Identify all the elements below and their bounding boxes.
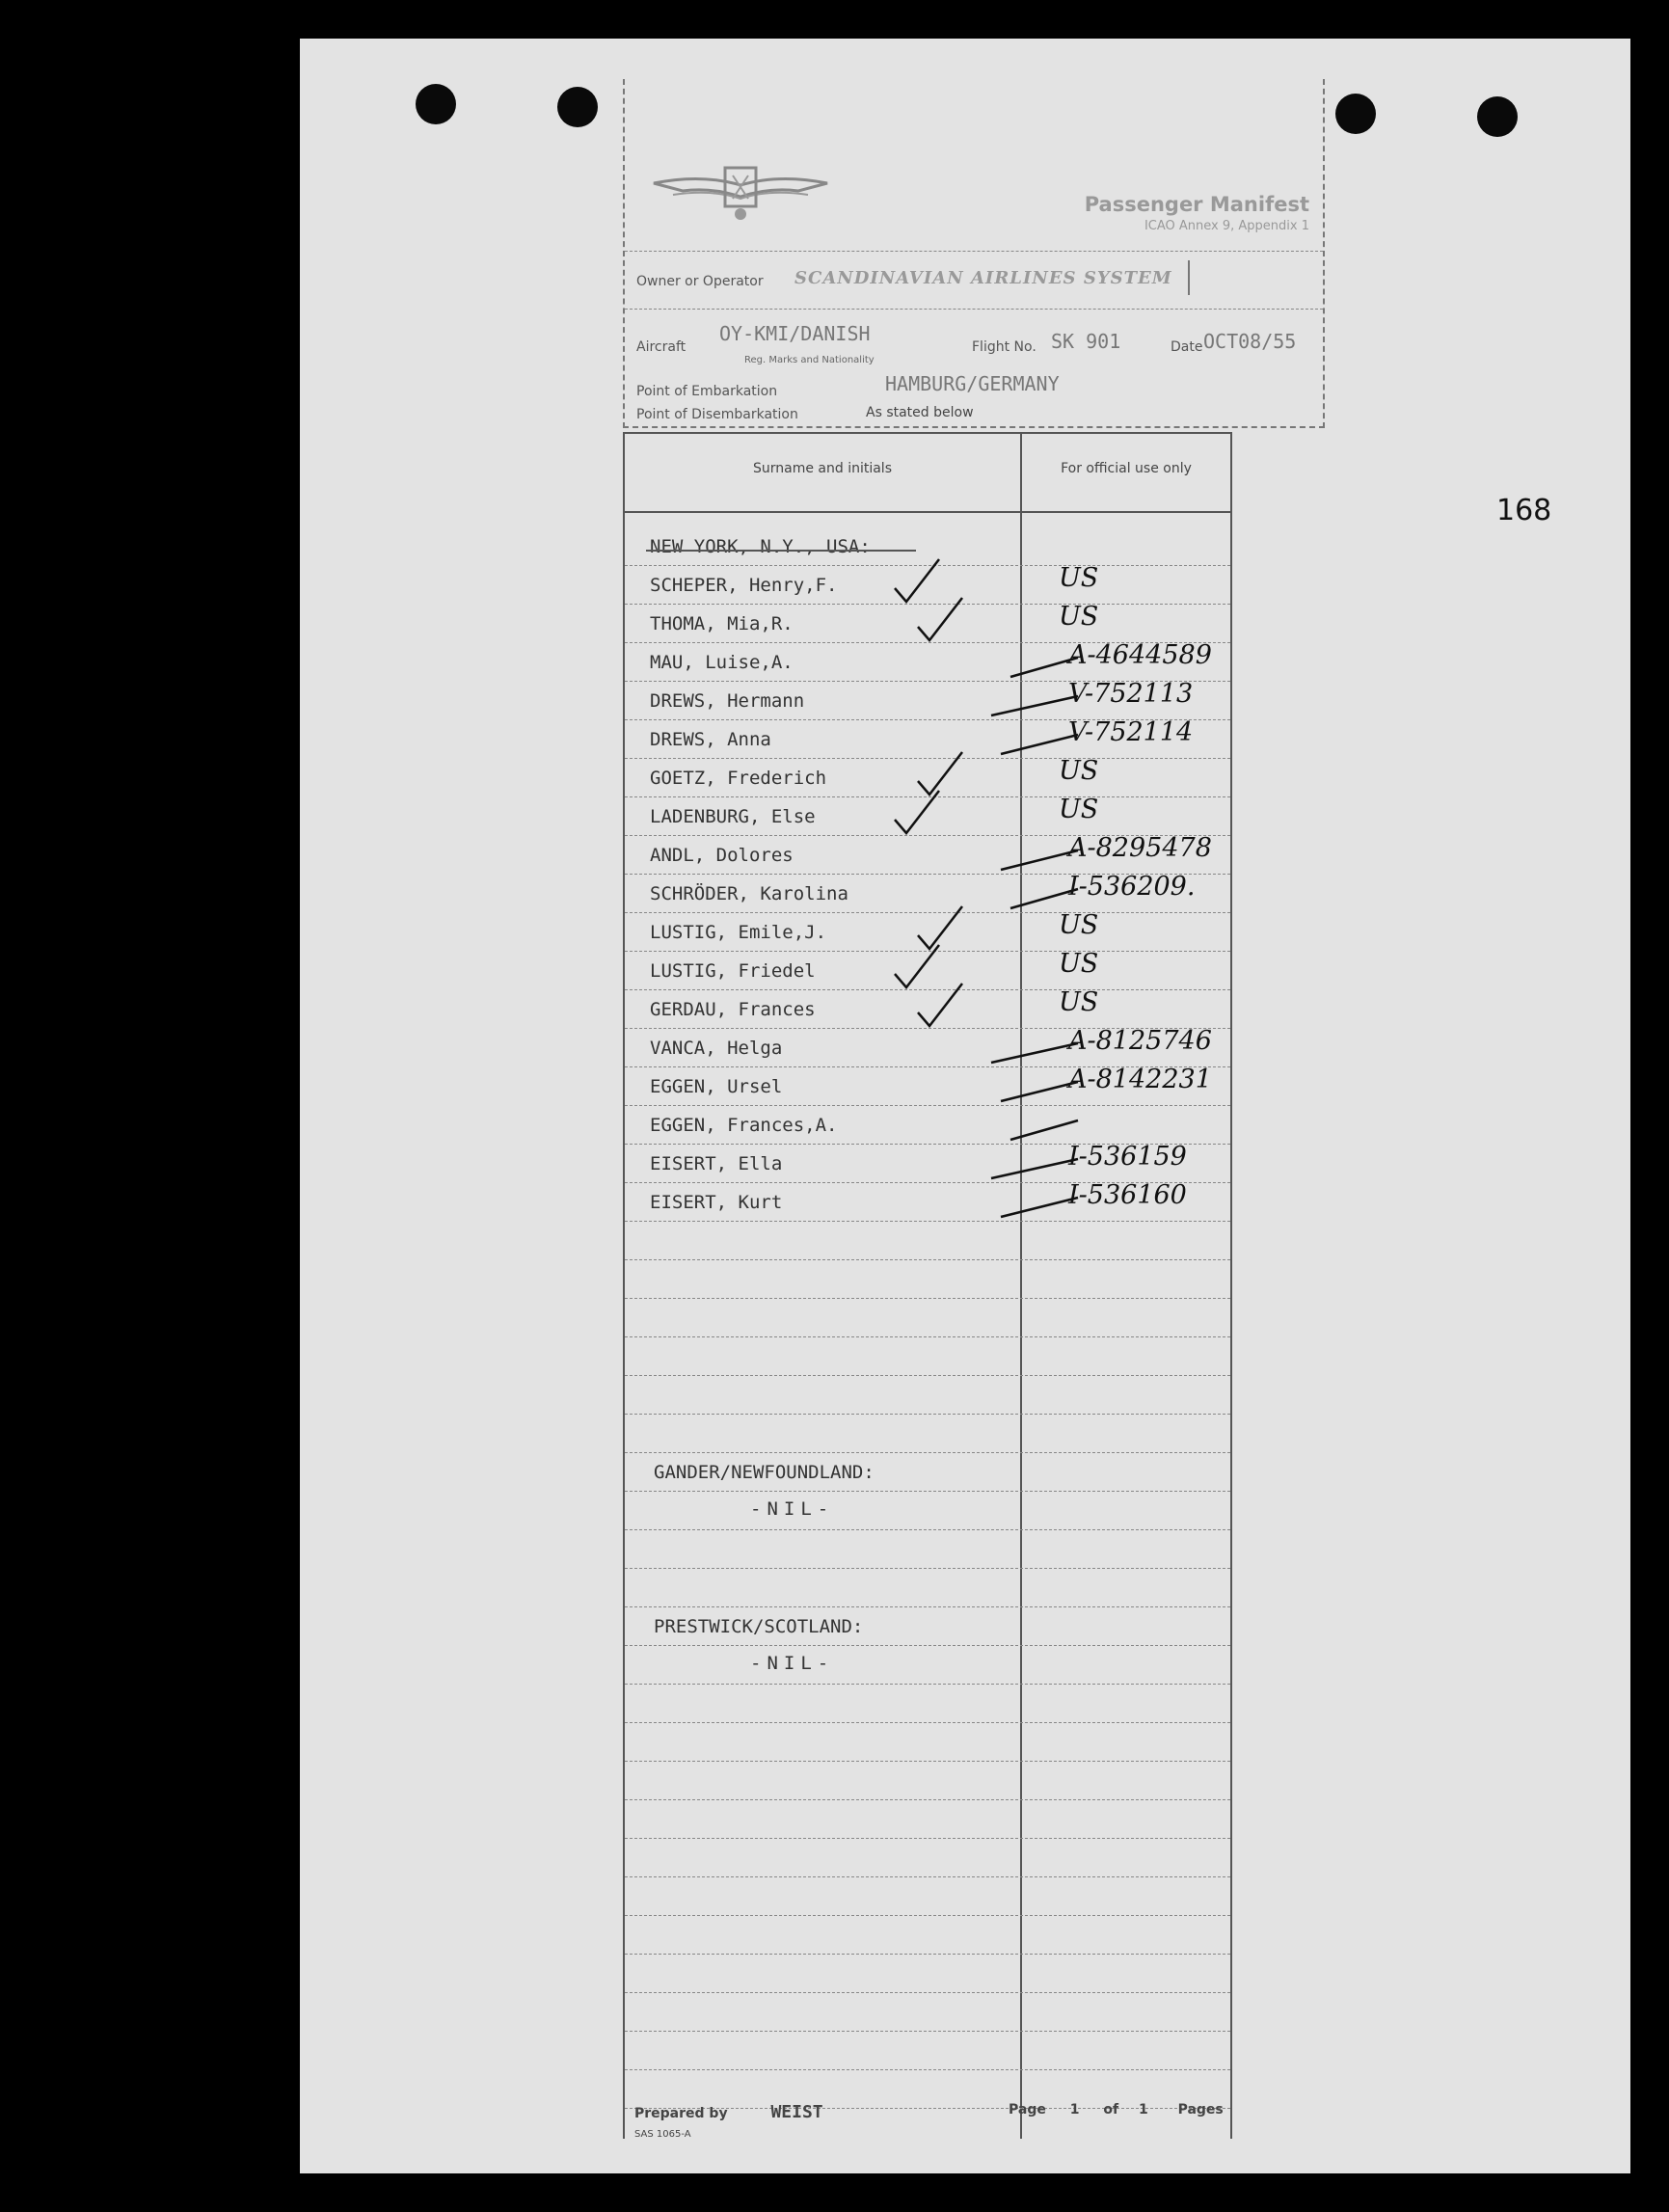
prepared-by-value: WEIST [770,2102,823,2122]
check-mark [895,791,939,833]
passenger-name: EISERT, Ella [650,1153,783,1174]
punch-hole [1335,94,1376,134]
passenger-table [623,432,1232,2139]
hand-stroke [991,696,1078,715]
section-prestwick-title: PRESTWICK/SCOTLAND: [654,1616,864,1637]
disembarkation-label: Point of Disembarkation [636,407,798,422]
date-label: Date [1171,339,1203,355]
punch-hole [1477,96,1518,137]
embarkation-label: Point of Embarkation [636,384,778,399]
page-count [1009,2102,1224,2118]
passenger-name: DREWS, Hermann [650,690,805,712]
hand-stroke [1001,1082,1078,1101]
hand-stroke [1010,1120,1078,1140]
divider [625,309,1323,310]
passenger-name: DREWS, Anna [650,729,771,750]
column-header-official: For official use only [1061,461,1192,476]
page-value: 1 [1069,2102,1080,2118]
section-prestwick-value: -NIL- [750,1653,835,1674]
official-use-note: I-536160 [1068,1180,1187,1210]
official-use-note: A-8125746 [1068,1026,1212,1056]
page-label: Page [1009,2102,1046,2118]
date-value: OCT08/55 [1203,330,1297,353]
passenger-name: GOETZ, Frederich [650,768,827,789]
embarkation-value: HAMBURG/GERMANY [885,372,1060,395]
column-header-names: Surname and initials [752,461,892,476]
pages-suffix: Pages [1177,2102,1224,2118]
official-use-note: US [1059,795,1099,824]
owner-value: SCANDINAVIAN AIRLINES SYSTEM [794,268,1172,288]
check-mark [918,984,962,1026]
official-use-note: V-752114 [1068,717,1194,747]
divider [1188,260,1190,295]
check-mark [918,906,962,949]
section-gander-value: -NIL- [750,1498,835,1520]
passenger-name: GERDAU, Frances [650,999,816,1020]
official-use-note: A-8142231 [1068,1065,1212,1094]
manifest-subtitle: ICAO Annex 9, Appendix 1 [1144,219,1309,233]
passenger-name: ANDL, Dolores [650,845,794,866]
official-use-note: US [1059,987,1099,1017]
official-use-note: I-536209. [1068,872,1196,902]
passenger-name: LADENBURG, Else [650,806,816,827]
destination-heading: NEW YORK, N.Y., USA: [650,536,871,557]
official-use-note: A-8295478 [1068,833,1212,863]
check-mark [918,598,962,640]
hand-stroke [1001,850,1078,870]
hand-stroke [991,1043,1078,1063]
manifest-title: Passenger Manifest [1084,193,1309,216]
owner-label: Owner or Operator [636,274,764,289]
hand-stroke [1001,735,1078,754]
disembarkation-value: As stated below [866,405,974,420]
official-use-note: US [1059,563,1099,593]
section-gander-title: GANDER/NEWFOUNDLAND: [654,1462,875,1483]
hand-stroke [991,1159,1078,1178]
hand-stroke [1010,889,1078,908]
passenger-name: SCHEPER, Henry,F. [650,575,838,596]
flight-value: SK 901 [1051,330,1121,353]
passenger-name: VANCA, Helga [650,1038,783,1059]
official-use-note: US [1059,602,1099,632]
passenger-name: LUSTIG, Friedel [650,960,816,982]
form-code: SAS 1065-A [634,2129,691,2140]
passenger-manifest-form [623,79,1321,2147]
passenger-name: SCHRÖDER, Karolina [650,883,848,904]
aircraft-sublabel: Reg. Marks and Nationality [744,355,875,365]
passenger-name: LUSTIG, Emile,J. [650,922,827,943]
flight-label: Flight No. [972,339,1036,355]
of-label: of [1103,2102,1119,2118]
official-use-note: V-752113 [1068,679,1194,709]
prepared-by-label: Prepared by [634,2106,728,2121]
hand-stroke [1001,1198,1078,1217]
aircraft-value: OY-KMI/DANISH [719,322,871,345]
check-marks [625,432,1230,2139]
official-use-note: I-536159 [1068,1142,1187,1172]
check-mark [918,752,962,795]
official-use-note: A-4644589 [1068,640,1212,670]
passenger-name: THOMA, Mia,R. [650,613,794,634]
passenger-name: EGGEN, Ursel [650,1076,783,1097]
airline-emblem-icon [644,156,837,233]
prepared-by [634,2102,823,2122]
check-mark [895,559,939,602]
archive-page-number: 168 [1496,494,1552,527]
hand-stroke [1010,658,1078,677]
aircraft-label: Aircraft [636,339,686,355]
check-mark [895,945,939,987]
punch-hole [557,87,598,127]
official-use-note: US [1059,910,1099,940]
passenger-name: MAU, Luise,A. [650,652,794,673]
official-use-note: US [1059,756,1099,786]
passenger-name: EISERT, Kurt [650,1192,783,1213]
divider [625,251,1323,252]
of-value: 1 [1138,2102,1148,2118]
manifest-header [623,79,1325,428]
passenger-name: EGGEN, Frances,A. [650,1115,838,1136]
punch-hole [416,84,456,124]
official-use-note: US [1059,949,1099,979]
